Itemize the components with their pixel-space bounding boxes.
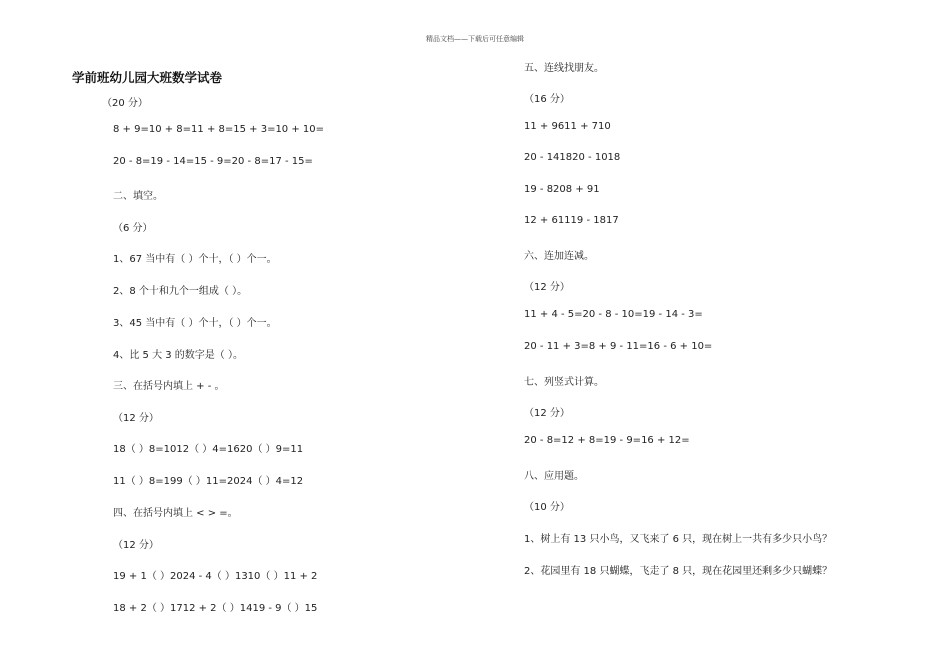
problem-line: 20 - 141820 - 1018: [524, 152, 621, 163]
problem-line: 11 + 9611 + 710: [524, 121, 611, 132]
word-problem: 2、花园里有 18 只蝴蝶，飞走了 8 只，现在花园里还剩多少只蝴蝶？: [524, 566, 833, 577]
section-heading: 四、在括号内填上 < > =。: [113, 508, 238, 519]
section-score: （16 分）: [524, 94, 570, 105]
section-heading: 八、应用题。: [524, 471, 584, 482]
section-one-score: （20 分）: [102, 98, 148, 109]
problem-line: 2、8 个十和九个一组成（ ）。: [113, 286, 248, 297]
problem-line: 19 - 8208 + 91: [524, 184, 600, 195]
problem-line: 1、67 当中有（ ）个十，（ ）个一。: [113, 254, 277, 265]
problem-line: 4、比 5 大 3 的数字是（ ）。: [113, 350, 243, 361]
section-score: （12 分）: [524, 408, 570, 419]
problem-line: 20 - 11 + 3=8 + 9 - 11=16 - 6 + 10=: [524, 341, 713, 352]
section-heading: 七、列竖式计算。: [524, 377, 604, 388]
section-heading: 五、连线找朋友。: [524, 63, 604, 74]
header-note: 精品文档——下载后可任意编辑: [426, 35, 524, 43]
section-heading: 二、填空。: [113, 191, 163, 202]
problem-line: 18（ ）8=1012（ ）4=1620（ ）9=11: [113, 444, 304, 455]
problem-line: 20 - 8=19 - 14=15 - 9=20 - 8=17 - 15=: [113, 156, 313, 167]
problem-line: 19 + 1（ ）2024 - 4（ ）1310（ ）11 + 2: [113, 571, 318, 582]
problem-line: 8 + 9=10 + 8=11 + 8=15 + 3=10 + 10=: [113, 124, 325, 135]
word-problem: 1、树上有 13 只小鸟，又飞来了 6 只，现在树上一共有多少只小鸟？: [524, 534, 833, 545]
section-heading: 三、在括号内填上 + - 。: [113, 381, 225, 392]
page-title: 学前班幼儿园大班数学试卷: [72, 70, 223, 85]
problem-line: 12 + 61119 - 1817: [524, 215, 619, 226]
problem-line: 3、45 当中有（ ）个十，（ ）个一。: [113, 318, 277, 329]
section-score: （6 分）: [113, 223, 153, 234]
problem-line: 11 + 4 - 5=20 - 8 - 10=19 - 14 - 3=: [524, 309, 703, 320]
section-score: （10 分）: [524, 502, 570, 513]
section-score: （12 分）: [113, 413, 159, 424]
problem-line: 18 + 2（ ）1712 + 2（ ）1419 - 9（ ）15: [113, 603, 318, 614]
section-heading: 六、连加连减。: [524, 251, 594, 262]
problem-line: 20 - 8=12 + 8=19 - 9=16 + 12=: [524, 435, 690, 446]
problem-line: 11（ ）8=199（ ）11=2024（ ）4=12: [113, 476, 304, 487]
section-score: （12 分）: [113, 540, 159, 551]
section-score: （12 分）: [524, 282, 570, 293]
